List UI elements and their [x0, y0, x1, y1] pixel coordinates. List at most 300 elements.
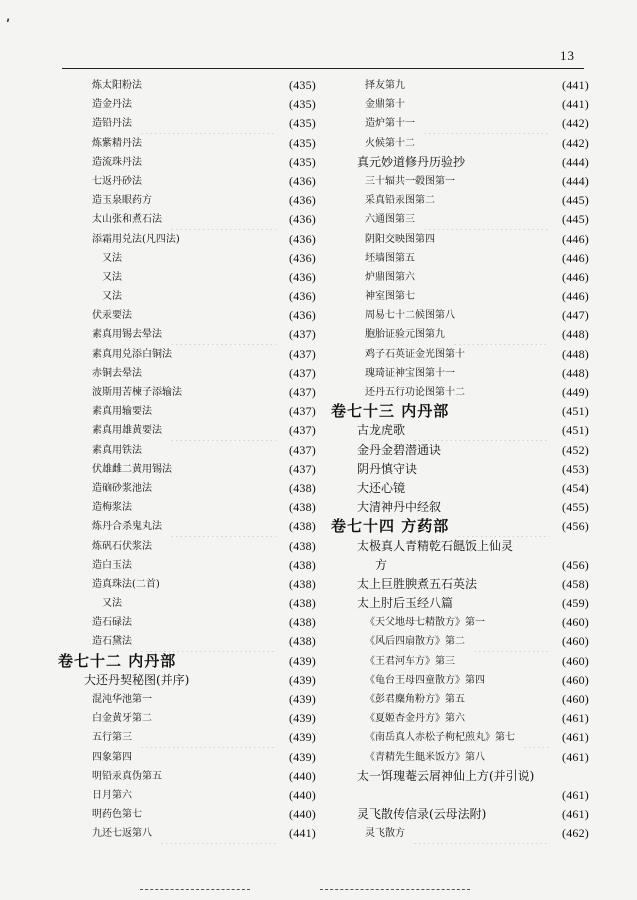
toc-entry-page: (437): [289, 461, 316, 476]
dot-leader: [494, 805, 549, 824]
dot-leader: [395, 556, 549, 575]
toc-entry-title: 白金黄牙第二: [92, 713, 152, 725]
toc-entry-title: 素真用锡去晕法: [92, 329, 162, 341]
toc-entry: [58, 172, 316, 191]
toc-entry: [58, 594, 316, 613]
toc-entry: [58, 249, 316, 268]
toc-entry: [58, 191, 316, 210]
toc-entry-page: (445): [562, 193, 589, 208]
page-number: 13: [560, 48, 575, 63]
toc-entry: [331, 95, 589, 114]
toc-entry: [331, 709, 589, 728]
dot-leader: [160, 479, 276, 498]
toc-entry-page: (460): [562, 653, 589, 668]
toc-entry: [58, 114, 316, 133]
toc-entry: [331, 287, 589, 306]
toc-entry-title: 太一饵瑰菴云屑神仙上方(并引说): [357, 768, 535, 783]
toc-entry-page: (438): [289, 557, 316, 572]
toc-entry-title: 造流珠丹法: [92, 156, 142, 168]
toc-entry-title: 造铅丹法: [92, 118, 132, 130]
dot-leader: [180, 460, 276, 479]
dot-leader: [493, 671, 549, 690]
toc-entry-page: (437): [289, 346, 316, 361]
dot-leader: [449, 441, 549, 460]
toc-entry-title: 《风后四扇散方》第二: [365, 636, 465, 648]
toc-entry-title: 大清神丹中经叙: [357, 500, 442, 515]
dot-leader: [130, 249, 276, 268]
toc-entry: [331, 613, 589, 632]
toc-entry-page: (458): [562, 576, 589, 591]
toc-entry-page: (441): [289, 826, 316, 841]
toc-entry: [331, 114, 589, 133]
toc-entry-title: 坯墙图第五: [365, 252, 415, 264]
toc-entry-page: (452): [562, 442, 589, 457]
toc-entry-title: 采真铅汞图第二: [365, 195, 435, 207]
toc-entry-page: (436): [289, 193, 316, 208]
toc-entry-page: (436): [289, 269, 316, 284]
toc-entry-title: 火候第十二: [365, 137, 415, 149]
toc-entry: [58, 805, 316, 824]
toc-entry-title: 炼矾石伏浆法: [92, 540, 152, 552]
toc-entry-page: (448): [562, 365, 589, 380]
toc-entry-page: (438): [289, 576, 316, 591]
dot-leader: [413, 95, 549, 114]
dot-leader: [423, 114, 549, 133]
dot-leader: [150, 134, 276, 153]
toc-entry-page: (439): [289, 672, 316, 687]
dot-leader: [473, 383, 549, 402]
toc-entry-page: (439): [289, 711, 316, 726]
toc-entry: [331, 824, 589, 843]
toc-entry-title: 《青精先生䭀米饭方》第八: [365, 751, 485, 763]
dot-leader: [130, 268, 276, 287]
toc-entry: [58, 402, 316, 421]
dot-leader: [160, 191, 276, 210]
toc-entry: [331, 325, 589, 344]
dot-leader: [170, 325, 276, 344]
dot-leader: [160, 537, 276, 556]
toc-entry-page: (436): [289, 308, 316, 323]
dot-leader: [140, 728, 276, 747]
toc-entry: [331, 191, 589, 210]
toc-entry-page: (437): [289, 404, 316, 419]
dot-leader: [140, 95, 276, 114]
dot-leader: [160, 824, 276, 843]
toc-entry-title: 波斯用苦楝子添输法: [92, 387, 182, 398]
dot-leader: [457, 517, 549, 536]
toc-entry-page: (455): [562, 500, 589, 515]
dot-leader: [170, 210, 276, 229]
dot-leader: [423, 249, 549, 268]
toc-chapter-heading: [331, 402, 589, 421]
dot-leader: [140, 632, 276, 651]
toc-entry: [331, 805, 589, 824]
toc-entry-page: (436): [289, 231, 316, 246]
dot-leader: [463, 364, 549, 383]
dot-leader: [140, 613, 276, 632]
toc-entry: [331, 728, 589, 747]
toc-entry-title: 素真用雄黄要法: [92, 425, 162, 437]
toc-entry-page: (439): [289, 749, 316, 764]
dot-leader: [453, 325, 549, 344]
toc-entry-title: 又法: [102, 291, 122, 303]
toc-entry-title: 《天父地母七精散方》第一: [365, 617, 485, 629]
dot-leader: [168, 575, 276, 594]
toc-entry: [58, 767, 316, 786]
toc-entry-page: (459): [562, 596, 589, 611]
toc-entry-page: (437): [289, 385, 316, 399]
dot-leader: [493, 748, 549, 767]
toc-entry: [58, 210, 316, 229]
toc-entry: [331, 364, 589, 383]
toc-entry-page: (436): [289, 250, 316, 265]
header-rule: [62, 68, 584, 69]
dot-leader: [413, 824, 549, 843]
toc-entry: [331, 210, 589, 229]
toc-entry: [331, 556, 589, 575]
toc-entry: [58, 421, 316, 440]
toc-entry: [58, 613, 316, 632]
toc-entry: [331, 537, 589, 556]
dot-leader: [170, 421, 276, 440]
toc-entry: [58, 268, 316, 287]
toc-entry-page: (461): [562, 711, 589, 726]
toc-entry-title: 素真用输要法: [92, 406, 152, 418]
toc-entry-page: (456): [562, 519, 589, 534]
dot-leader: [383, 786, 549, 805]
toc-entry: [331, 134, 589, 153]
toc-entry-title: 鸡子石英证金光图第十: [365, 348, 465, 360]
toc-entry-title: 赤铜去晕法: [92, 367, 142, 379]
toc-entry: [58, 364, 316, 383]
dot-leader: [140, 114, 276, 133]
toc-entry-title: 混沌华池第一: [92, 694, 152, 705]
toc-entry: [58, 153, 316, 172]
dot-leader: [457, 402, 549, 421]
toc-entry: [58, 748, 316, 767]
toc-entry-page: (451): [562, 404, 589, 419]
toc-entry: [58, 76, 316, 95]
toc-entry-title: 金丹金碧潜通诀: [357, 442, 442, 457]
toc-entry: [331, 767, 589, 786]
toc-entry-title: 金鼎第十: [365, 99, 405, 111]
toc-entry-page: (461): [562, 749, 589, 764]
toc-entry: [331, 249, 589, 268]
toc-entry-title: 灵飞散方: [365, 828, 405, 840]
toc-entry: [58, 575, 316, 594]
toc-chapter-heading: [331, 517, 589, 536]
toc-entry: [331, 345, 589, 364]
toc-entry-page: (447): [562, 308, 589, 323]
toc-entry-title: 日月第六: [92, 789, 132, 801]
toc-entry-title: 造金丹法: [92, 99, 132, 111]
dot-leader: [170, 767, 276, 786]
dot-leader: [130, 594, 276, 613]
toc-entry: [331, 575, 589, 594]
toc-entry-page: (437): [289, 365, 316, 380]
toc-entry: [331, 153, 589, 172]
toc-entry-title: 太上巨胜腴煮五石英法: [357, 576, 478, 591]
toc-entry-page: (438): [289, 500, 316, 515]
toc-entry: [331, 421, 589, 440]
dot-leader: [485, 575, 549, 594]
toc-entry-page: (437): [289, 442, 316, 457]
toc-entry: [58, 479, 316, 498]
dot-leader: [150, 153, 276, 172]
toc-entry-page: (438): [289, 538, 316, 553]
dot-leader: [160, 690, 276, 709]
toc-entry-page: (441): [562, 78, 589, 92]
toc-entry: [58, 690, 316, 709]
toc-entry-page: (439): [289, 730, 316, 745]
toc-entry-page: (460): [562, 672, 589, 687]
toc-entry: [58, 460, 316, 479]
toc-entry: [58, 383, 316, 402]
dot-leader: [140, 498, 276, 517]
toc-entry: [58, 345, 316, 364]
toc-entry-page: (440): [289, 787, 316, 802]
toc-entry-page: (438): [289, 480, 316, 495]
toc-entry-title: 五行第三: [92, 732, 132, 744]
toc-entry-page: (442): [562, 116, 589, 131]
toc-entry-title: 阴丹慎守诀: [357, 461, 418, 476]
toc-entry-title: 卷七十三 内丹部: [331, 402, 450, 421]
toc-entry-title: 胞胎证验元图第九: [365, 329, 445, 341]
toc-entry: [58, 134, 316, 153]
toc-entry-title: 大还心镜: [357, 480, 406, 495]
toc-entry-title: 《南岳真人赤松子枸杞煎丸》第七: [365, 732, 515, 744]
toc-entry-page: (437): [289, 327, 316, 342]
toc-entry: [331, 306, 589, 325]
toc-entry-title: 造石碌法: [92, 617, 132, 629]
toc-entry: [331, 748, 589, 767]
toc-entry-page: (446): [562, 250, 589, 265]
dot-leader: [150, 172, 276, 191]
toc-entry-title: 卷七十四 方药部: [331, 517, 450, 536]
toc-entry-title: 《夏姬杏金丹方》第六: [365, 713, 465, 725]
dot-leader: [140, 556, 276, 575]
toc-entry-page: (448): [562, 327, 589, 342]
dot-leader: [473, 345, 549, 364]
toc-entry-page: (446): [562, 289, 589, 304]
toc-entry-page: (448): [562, 346, 589, 361]
dot-leader: [150, 76, 276, 95]
footer-rule-right: [320, 889, 470, 890]
toc-entry-page: (435): [289, 135, 316, 150]
toc-entry-page: (445): [562, 212, 589, 227]
dot-leader: [180, 345, 276, 364]
toc-entry: [331, 383, 589, 402]
toc-entry-title: 造白玉法: [92, 559, 132, 571]
toc-right-column: [331, 76, 589, 844]
dot-leader: [423, 210, 549, 229]
toc-entry: [331, 441, 589, 460]
dot-leader: [423, 287, 549, 306]
toc-entry-title: 九还七返第八: [92, 828, 152, 840]
toc-entry: [331, 632, 589, 651]
toc-entry: [58, 230, 316, 249]
dot-leader: [473, 632, 549, 651]
toc-entry: [331, 172, 589, 191]
toc-entry: [331, 76, 589, 95]
toc-entry: [58, 325, 316, 344]
toc-entry-title: 伏雄雌二黄用锡法: [92, 463, 172, 475]
dot-leader: [130, 287, 276, 306]
toc-entry-title: 炉鼎图第六: [365, 271, 415, 283]
toc-entry-page: (439): [289, 692, 316, 706]
dot-leader: [413, 76, 549, 95]
toc-entry-page: (437): [289, 423, 316, 438]
dot-leader: [188, 230, 276, 249]
toc-entry: [58, 709, 316, 728]
toc-entry-title: 真元妙道修丹历验抄: [357, 154, 466, 169]
toc-entry: [58, 556, 316, 575]
toc-entry-title: 太极真人青精乾石䭀饭上仙灵: [357, 538, 514, 553]
toc-entry-page: (460): [562, 615, 589, 630]
toc-entry-title: 太山张和煮石法: [92, 214, 162, 226]
toc-entry: [331, 460, 589, 479]
toc-entry: [331, 652, 589, 671]
dot-leader: [443, 191, 549, 210]
dot-leader: [473, 690, 549, 709]
toc-entry-page: (436): [289, 289, 316, 304]
toc-entry: [58, 786, 316, 805]
dot-leader: [140, 306, 276, 325]
toc-entry-title: 又法: [102, 252, 122, 264]
dot-leader: [523, 728, 549, 747]
corner-mark: ʹ: [6, 18, 11, 34]
toc-entry-title: 造炉第十一: [365, 118, 415, 130]
toc-entry-title: 又法: [102, 271, 122, 283]
toc-entry-title: 造玉泉眼药方: [92, 195, 152, 207]
toc-entry-title: 神室图第七: [365, 291, 415, 303]
toc-entry-page: (438): [289, 615, 316, 630]
toc-entry-title: 还丹五行功论图第十二: [365, 387, 465, 398]
toc-entry: [58, 517, 316, 536]
dot-leader: [184, 652, 276, 671]
toc-entry-page: (460): [562, 692, 589, 706]
toc-entry-title: 周易七十二候图第八: [365, 310, 455, 322]
toc-entry-title: 明铅汞真伪第五: [92, 770, 162, 782]
dot-leader: [449, 498, 549, 517]
toc-entry-title: 择友第九: [365, 80, 405, 91]
toc-entry: [58, 306, 316, 325]
toc-entry: [331, 268, 589, 287]
toc-entry-title: 伏汞要法: [92, 310, 132, 322]
toc-entry: [331, 690, 589, 709]
toc-entry-title: 七返丹砂法: [92, 175, 142, 187]
dot-leader: [473, 153, 549, 172]
toc-entry-page: (449): [562, 385, 589, 399]
toc-entry-page: (435): [289, 116, 316, 131]
toc-entry-page: (446): [562, 231, 589, 246]
toc-entry: [58, 632, 316, 651]
toc-entry-title: 造梅浆法: [92, 502, 132, 514]
toc-entry-page: (461): [562, 730, 589, 745]
footer-rule-left: [140, 889, 250, 890]
toc-entry-page: (440): [289, 768, 316, 783]
toc-entry-title: 造真珠法(二首): [92, 578, 160, 590]
dot-leader: [413, 479, 549, 498]
toc-entry-title: 造石黛法: [92, 636, 132, 648]
toc-entry-page: (461): [562, 787, 589, 802]
dot-leader: [140, 786, 276, 805]
toc-entry-page: (454): [562, 480, 589, 495]
toc-entry-title: 《龟台王母四童散方》第四: [365, 674, 485, 686]
dot-leader: [423, 134, 549, 153]
dot-leader: [170, 517, 276, 536]
dot-leader: [413, 421, 549, 440]
toc-entry-title: 添霜用兑法(凡四法): [92, 233, 180, 245]
dot-leader: [140, 748, 276, 767]
toc-entry-page: (453): [562, 461, 589, 476]
toc-entry-page: (451): [562, 423, 589, 438]
toc-entry-title: 素真用铁法: [92, 444, 142, 456]
toc-entry-title: 素真用兑添白铜法: [92, 348, 172, 360]
dot-leader: [493, 613, 549, 632]
toc-entry-title: 古龙虎歌: [357, 423, 406, 438]
toc-entry: [58, 287, 316, 306]
toc-entry-title: 太上肘后玉经八篇: [357, 596, 454, 611]
dot-leader: [150, 805, 276, 824]
toc-entry-title: 四象第四: [92, 751, 132, 763]
toc-entry-title: 大还丹契秘图(并序): [84, 672, 190, 687]
dot-leader: [473, 709, 549, 728]
dot-leader: [461, 594, 549, 613]
toc-entry-page: (444): [562, 154, 589, 169]
toc-entry: [331, 498, 589, 517]
toc-entry: [58, 441, 316, 460]
toc-entry: [331, 230, 589, 249]
toc-entry: [58, 671, 316, 690]
toc-entry-page: (436): [289, 173, 316, 188]
toc-entry: [58, 537, 316, 556]
toc-entry: [331, 671, 589, 690]
toc-left-column: [58, 76, 316, 844]
toc-entry-title: 瑰琦证神宝图第十一: [365, 367, 455, 379]
dot-leader: [463, 172, 549, 191]
toc-entry-title: 方: [375, 557, 388, 572]
toc-entry-title: 卷七十二 内丹部: [58, 651, 177, 670]
dot-leader: [423, 268, 549, 287]
toc-entry-page: (438): [289, 634, 316, 649]
toc-entry-page: (435): [289, 154, 316, 169]
dot-leader: [197, 671, 276, 690]
dot-leader: [150, 364, 276, 383]
toc-entry-page: (460): [562, 634, 589, 649]
dot-leader: [160, 402, 276, 421]
toc-entry-title: 造硇砂浆池法: [92, 482, 152, 494]
toc-entry-title: 六通图第三: [365, 214, 415, 226]
dot-leader: [150, 441, 276, 460]
toc-entry-page: (436): [289, 212, 316, 227]
toc-entry: [331, 786, 589, 805]
toc-entry-title: 《彭君麋角粉方》第五: [365, 694, 465, 705]
toc-entry: [58, 498, 316, 517]
toc-entry-title: 又法: [102, 598, 122, 610]
toc-entry-title: 《王君河车方》第三: [365, 655, 455, 667]
toc-entry: [331, 479, 589, 498]
toc-entry-title: 炼太阳粉法: [92, 80, 142, 91]
toc-entry-page: (441): [562, 97, 589, 112]
toc-entry: [331, 594, 589, 613]
toc-entry: [58, 728, 316, 747]
toc-entry-title: 炼紫精丹法: [92, 137, 142, 149]
toc-entry: [58, 95, 316, 114]
dot-leader: [443, 230, 549, 249]
dot-leader: [425, 460, 549, 479]
dot-leader: [160, 709, 276, 728]
